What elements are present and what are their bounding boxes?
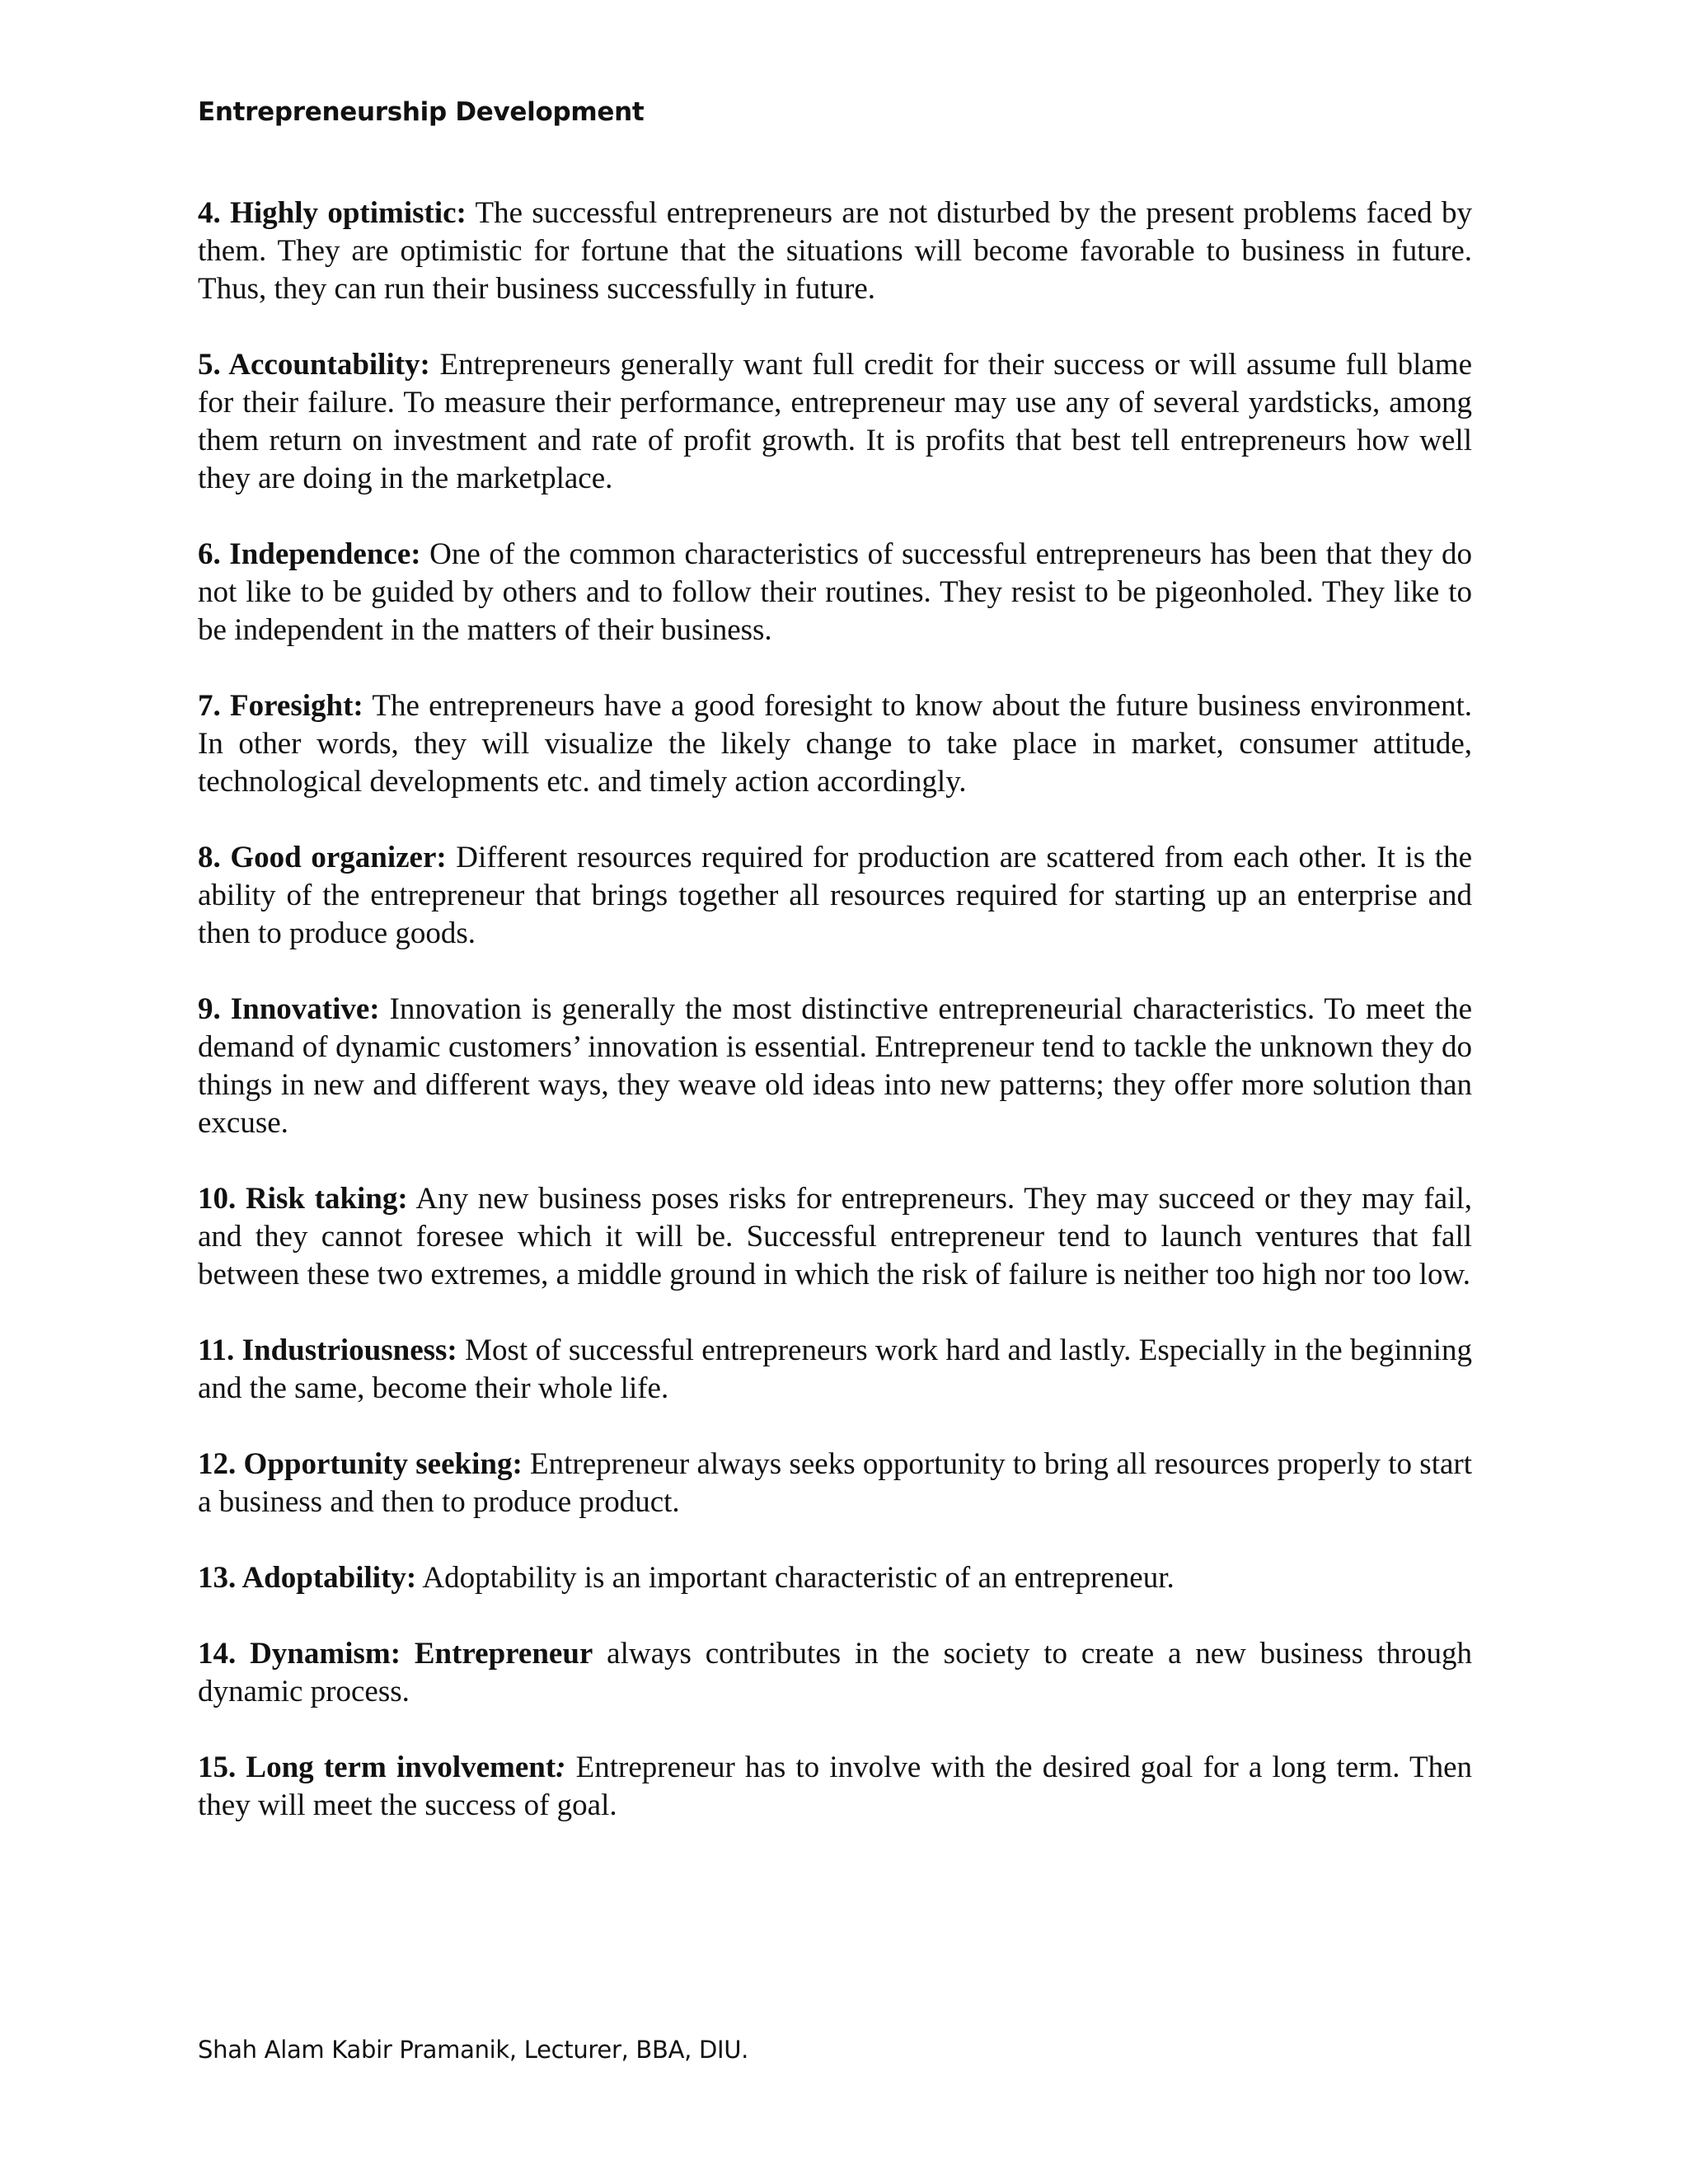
paragraph-text: Adoptability is an important characteristic of an entrepreneur. [416,1561,1175,1595]
paragraph-text: Entrepreneurs generally want full credit for their success or will assume full blame for their failure. To measure their performance, entrepreneur may use any of several yardsticks, among them return on investment and rate of profit growth. It is profits that best tell entrepreneurs how well they are doing in the marketplace. [198,348,1473,495]
term-heading: 4. Highly optimistic: [198,196,467,230]
paragraph-industriousness [198,1332,1472,1408]
paragraph-text: Entrepreneur always seeks opportunity to bring all resources properly to start a business and then to produce product. [198,1447,1472,1519]
paragraph-accountability [198,346,1472,498]
paragraph-text: The entrepreneurs have a good foresight to know about the future business environment. In other words, they will visualize the likely change to take place in market, consumer attitude, technological developments etc. and timely action accordingly. [198,689,1472,799]
term-heading: 13. Adoptability: [198,1561,417,1595]
term-heading: 12. Opportunity seeking: [198,1447,523,1481]
paragraph-good-organizer [198,839,1472,953]
paragraph-text: Any new business poses risks for entrepreneurs. They may succeed or they may fail, and they cannot foresee which it will be. Successful entrepreneur tend to launch ventures that fall between these two extremes, a middle ground in which the risk of failure is neither too high nor too low. [198,1182,1472,1291]
paragraph-highly-optimistic [198,194,1472,308]
term-heading: 7. Foresight: [198,689,363,723]
term-heading: 8. Good organizer: [198,841,447,874]
paragraph-text: The successful entrepreneurs are not disturbed by the present problems faced by them. They are optimistic for fortune that the situations will become favorable to business in future. Thus, they can run their business successfully in future. [198,196,1472,306]
term-heading: 9. Innovative: [198,992,380,1026]
term-heading: 10. Risk taking: [198,1182,408,1216]
page-footer-author: Shah Alam Kabir Pramanik, Lecturer, BBA, DIU. [198,2036,749,2064]
term-heading: 5. Accountability: [198,348,430,382]
term-heading-colon: : [556,1750,566,1784]
paragraph-text: Innovation is generally the most distinctive entrepreneurial characteristics. To meet the demand of dynamic customers’ innovation is essential. Entrepreneur tend to tackle the unknown they do things in new and different ways, they weave old ideas into new patterns; they offer more solution than excuse. [198,992,1472,1140]
paragraph-opportunity-seeking [198,1446,1472,1521]
term-heading: 11. Industriousness: [198,1333,457,1367]
paragraph-text: Different resources required for production are scattered from each other. It is the ability of the entrepreneur that brings together all resources required for starting up an enterprise and then to produce goods. [198,841,1472,950]
term-heading: 14. Dynamism: Entrepreneur [198,1637,593,1671]
paragraph-independence [198,536,1472,649]
paragraph-foresight [198,687,1472,801]
term-heading: 6. Independence: [198,537,421,571]
paragraph-risk-taking [198,1180,1472,1294]
document-body [198,194,1472,1863]
paragraph-adoptability [198,1559,1472,1597]
paragraph-innovative [198,991,1472,1142]
paragraph-text: always contributes in the society to create a new business through dynamic process. [198,1637,1472,1708]
page-header-title: Entrepreneurship Development [198,97,645,127]
paragraph-text: Most of successful entrepreneurs work hard and lastly. Especially in the beginning and the same, become their whole life. [198,1333,1472,1405]
paragraph-text: One of the common characteristics of successful entrepreneurs has been that they do not like to be guided by others and to follow their routines. They resist to be pigeonholed. They like to be independent in the matters of their business. [198,537,1472,647]
term-heading: 15. Long term involvement [198,1750,556,1784]
paragraph-long-term-involvement [198,1749,1472,1825]
paragraph-dynamism [198,1635,1472,1711]
paragraph-text: Entrepreneur has to involve with the desired goal for a long term. Then they will meet the success of goal. [198,1750,1472,1822]
